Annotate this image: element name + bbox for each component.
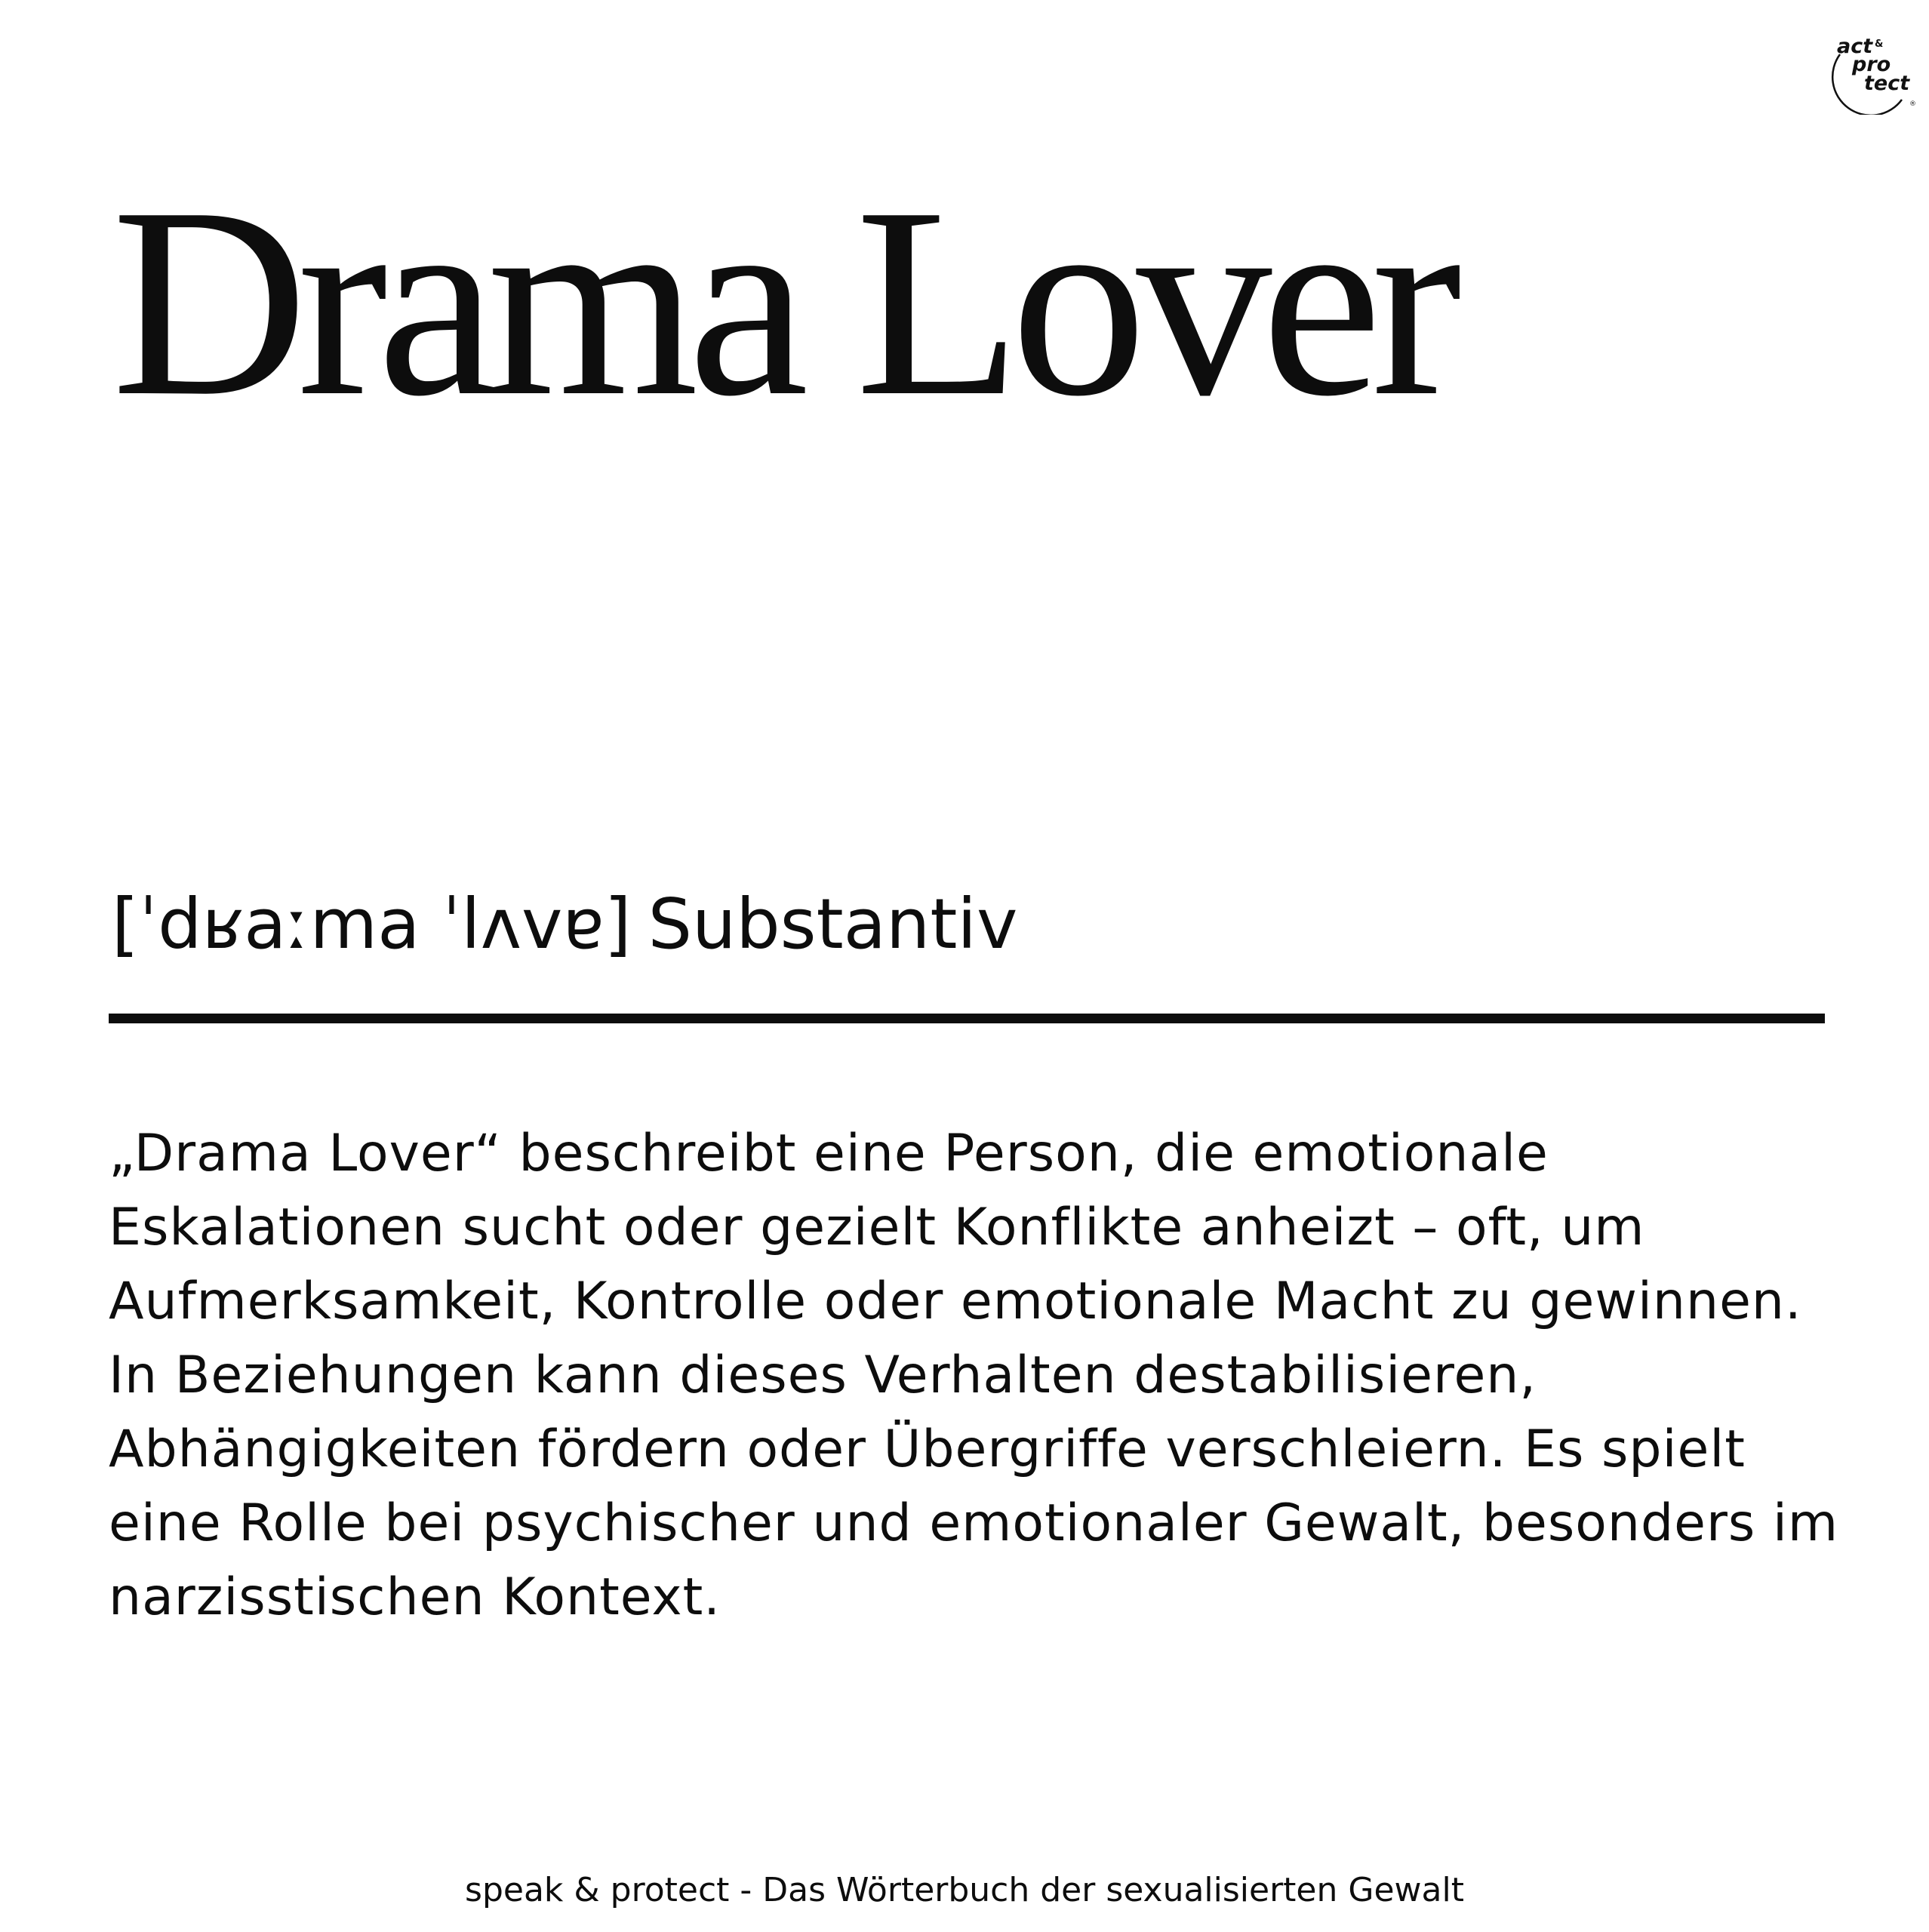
logo-graphic xyxy=(1826,24,1917,115)
entry-title: Drama Lover xyxy=(112,151,1452,452)
footer-caption: speak & protect - Das Wörterbuch der sexualisierten Gewalt xyxy=(465,1871,1464,1909)
part-of-speech: Substantiv xyxy=(648,884,1018,964)
logo-line2: pro xyxy=(1852,53,1891,76)
logo-registered-mark: ® xyxy=(1909,100,1916,108)
divider xyxy=(109,1014,1825,1023)
logo-amp: & xyxy=(1875,38,1884,50)
definition-text: „Drama Lover“ beschreibt eine Person, die emotionale Eskalationen sucht oder gezielt Konflikte anheizt – oft, um Aufmerksamkeit, Kontrolle oder emotionale Macht zu gewinnen. In Beziehungen kann dieses Verhalten destabilisieren, Abhängigkeiten fördern oder Übergriffe verschleiern. Es spielt eine Rolle bei psychischer und emotionaler Gewalt, besonders im narzisstischen Kontext. xyxy=(109,1124,1839,1627)
act-and-protect-logo-icon xyxy=(1826,24,1917,115)
logo-line3: tect xyxy=(1864,72,1910,95)
pronunciation-line xyxy=(112,879,1017,970)
pronunciation: [ˈdʁaːma ˈlʌvɐ] xyxy=(112,884,632,964)
logo-line1: act xyxy=(1837,35,1873,58)
